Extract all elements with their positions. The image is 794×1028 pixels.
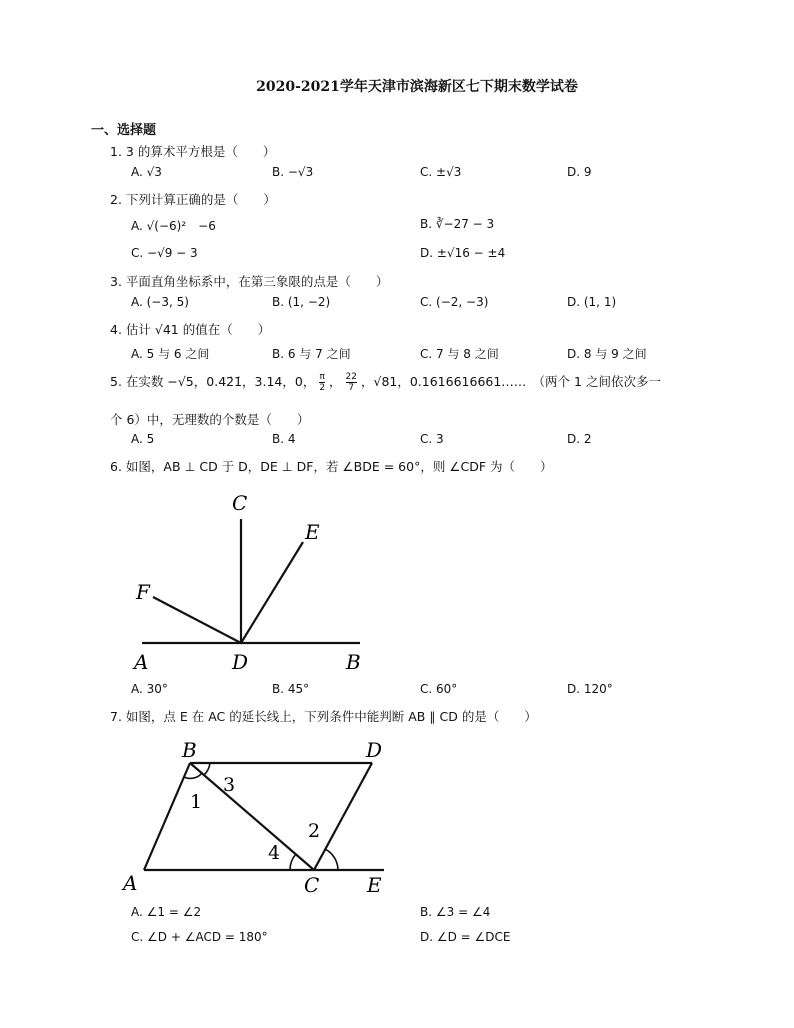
q5-option-a: A. 5 bbox=[131, 432, 155, 446]
q7-label-d: D bbox=[366, 738, 383, 762]
section-heading: 一、选择题 bbox=[91, 123, 157, 138]
q2-option-a: A. √(−6)² −6 bbox=[131, 219, 216, 233]
q6-option-a: A. 30° bbox=[131, 682, 168, 696]
q6-label-a: A bbox=[134, 650, 149, 674]
q5-option-b: B. 4 bbox=[272, 432, 296, 446]
question-5-stem-line2: 个 6）中，无理数的个数是（ ） bbox=[110, 412, 310, 427]
q2-option-b: B. ∛−27 − 3 bbox=[420, 217, 495, 231]
q3-option-c: C. (−2, −3) bbox=[420, 295, 489, 309]
q6-label-b: B bbox=[346, 650, 361, 674]
q7-label-angle-4: 4 bbox=[268, 842, 281, 864]
q7-angle-arc-4 bbox=[290, 854, 296, 870]
q7-label-c: C bbox=[304, 873, 320, 897]
q6-label-f: F bbox=[136, 580, 150, 604]
question-2-stem: 2. 下列计算正确的是（ ） bbox=[110, 192, 276, 207]
q5-option-d: D. 2 bbox=[567, 432, 592, 446]
q7-option-a: A. ∠1 = ∠2 bbox=[131, 905, 202, 919]
q6-line-de bbox=[241, 542, 303, 643]
q2-option-c: C. −√9 − 3 bbox=[131, 246, 198, 260]
q5-stem-part-a: 5. 在实数 −√5，0.42̇1̇，3.14，0， bbox=[110, 374, 316, 389]
q7-line-dc bbox=[314, 763, 372, 870]
q4-option-d: D. 8 与 9 之间 bbox=[567, 347, 647, 361]
question-4-stem: 4. 估计 √41 的值在（ ） bbox=[110, 322, 271, 337]
q7-label-angle-2: 2 bbox=[308, 820, 321, 842]
q6-line-df bbox=[153, 597, 241, 643]
q3-option-b: B. (1, −2) bbox=[272, 295, 331, 309]
q1-option-d: D. 9 bbox=[567, 165, 592, 179]
question-7-stem: 7. 如图，点 E 在 AC 的延长线上，下列条件中能判断 AB ∥ CD 的是（ ） bbox=[110, 709, 537, 724]
q7-figure bbox=[118, 735, 398, 900]
question-1-stem: 1. 3 的算术平方根是（ ） bbox=[110, 144, 276, 159]
q7-angle-arc-2 bbox=[325, 849, 338, 870]
q3-option-d: D. (1, 1) bbox=[567, 295, 617, 309]
page-title: 2020-2021学年天津市滨海新区七下期末数学试卷 bbox=[256, 79, 578, 95]
q1-option-a: A. √3 bbox=[131, 165, 162, 179]
q5-option-c: C. 3 bbox=[420, 432, 444, 446]
q7-option-d: D. ∠D = ∠DCE bbox=[420, 930, 511, 944]
q6-option-c: C. 60° bbox=[420, 682, 458, 696]
q6-option-d: D. 120° bbox=[567, 682, 613, 696]
question-3-stem: 3. 平面直角坐标系中，在第三象限的点是（ ） bbox=[110, 274, 389, 289]
q7-angle-arc-1 bbox=[184, 773, 202, 778]
q6-label-c: C bbox=[232, 491, 248, 515]
q1-option-b: B. −√3 bbox=[272, 165, 314, 179]
q7-label-a: A bbox=[123, 871, 138, 895]
question-6-stem: 6. 如图，AB ⊥ CD 于 D，DE ⊥ DF，若 ∠BDE = 60°，则 ∠CDF 为（ ） bbox=[110, 459, 553, 474]
q7-line-ba bbox=[144, 763, 190, 870]
q6-label-e: E bbox=[305, 520, 320, 544]
q6-option-b: B. 45° bbox=[272, 682, 310, 696]
q7-angle-arc-3 bbox=[204, 763, 210, 775]
q7-label-angle-1: 1 bbox=[190, 791, 203, 813]
q5-stem-part-c: ，√81，0.1616616661…… （两个 1 之间依次多一 bbox=[360, 374, 661, 389]
q7-label-angle-3: 3 bbox=[223, 774, 236, 796]
q4-option-c: C. 7 与 8 之间 bbox=[420, 347, 499, 361]
q5-fraction-pi-over-2: $\frac{\pi}{2}$ bbox=[319, 372, 326, 393]
q7-label-b: B bbox=[182, 738, 197, 762]
q6-figure bbox=[120, 485, 380, 675]
q3-option-a: A. (−3, 5) bbox=[131, 295, 189, 309]
q6-label-d: D bbox=[232, 650, 249, 674]
q2-option-d: D. ±√16 − ±4 bbox=[420, 246, 506, 260]
q5-stem-part-b: ， bbox=[329, 374, 342, 389]
q7-option-b: B. ∠3 = ∠4 bbox=[420, 905, 491, 919]
q5-fraction-22-over-7: $\frac{22}{7}$ bbox=[345, 372, 357, 393]
q7-option-c: C. ∠D + ∠ACD = 180° bbox=[131, 930, 268, 944]
question-5-stem-line1 bbox=[110, 372, 661, 393]
q1-option-c: C. ±√3 bbox=[420, 165, 462, 179]
q4-option-a: A. 5 与 6 之间 bbox=[131, 347, 210, 361]
q7-label-e: E bbox=[367, 873, 382, 897]
q4-option-b: B. 6 与 7 之间 bbox=[272, 347, 351, 361]
